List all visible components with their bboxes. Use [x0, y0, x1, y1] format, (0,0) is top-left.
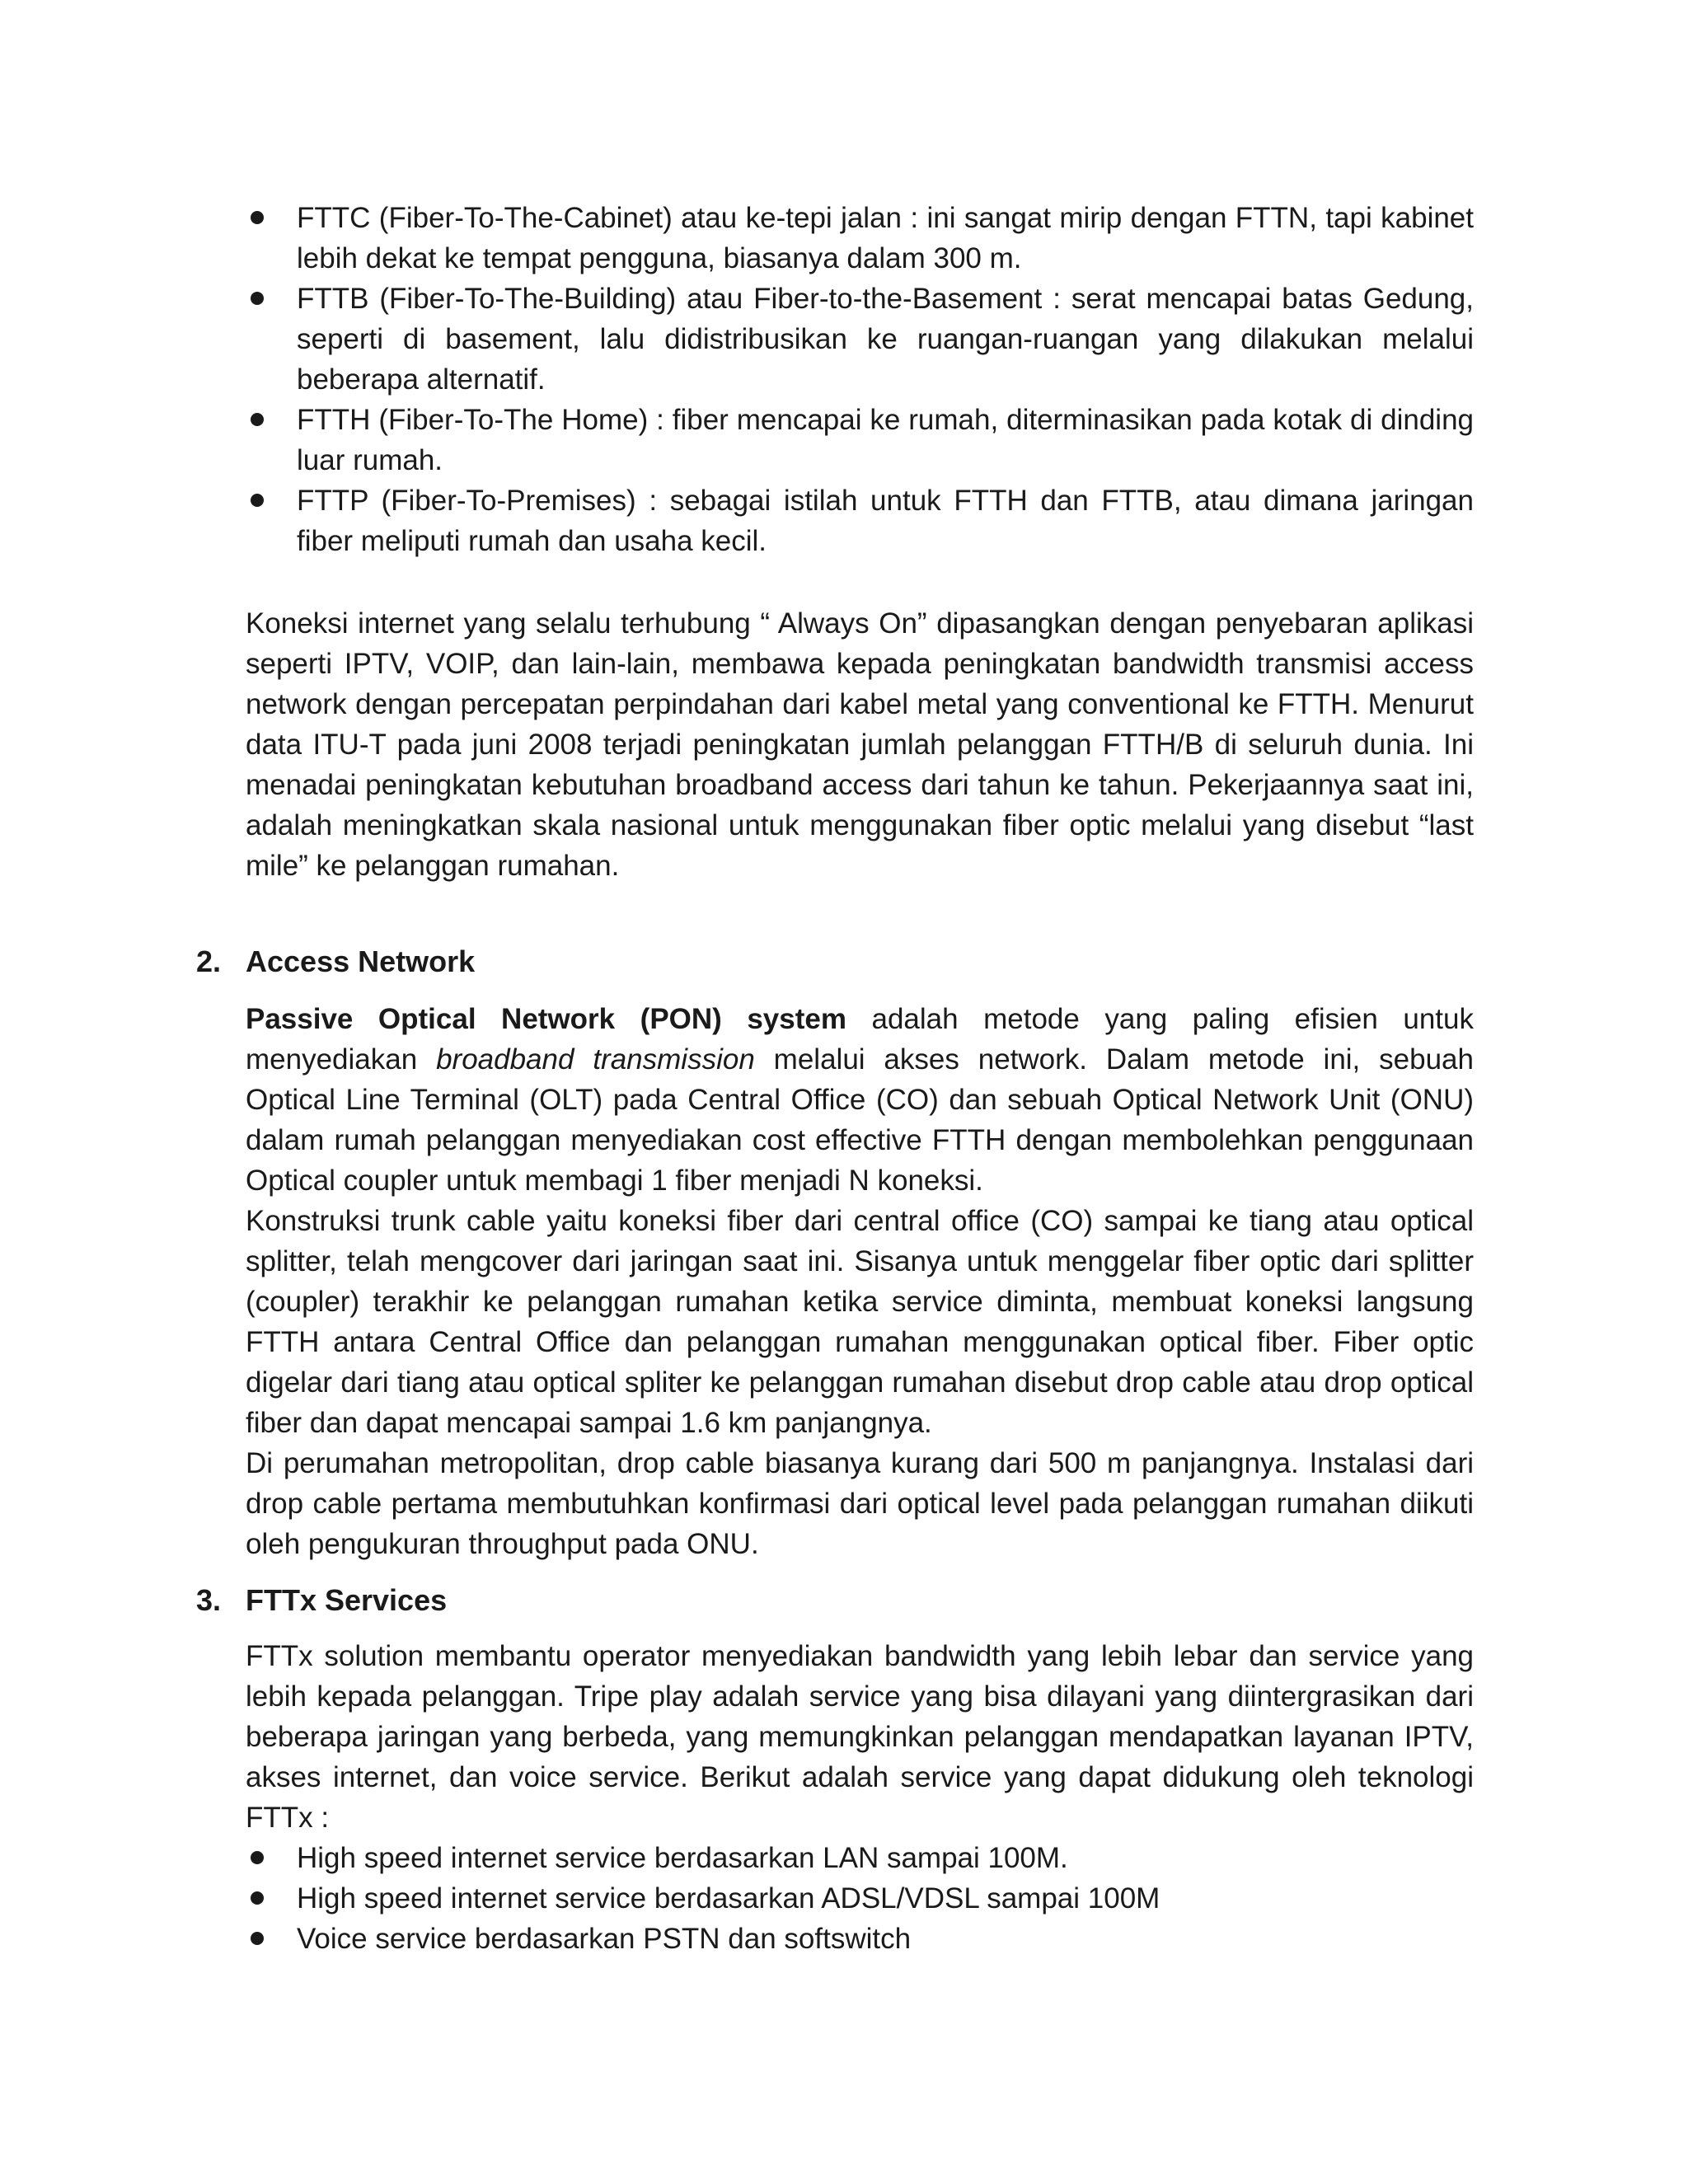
bullet-icon [251, 211, 264, 224]
bold-term: Passive Optical Network (PON) system [246, 1003, 846, 1035]
list-item [246, 1919, 1474, 1959]
bullet-icon [251, 1891, 264, 1905]
bullet-icon [251, 413, 264, 426]
section-title: FTTx Services [246, 1583, 448, 1617]
bullet-icon [251, 292, 264, 305]
bullet-icon [251, 494, 264, 507]
section-number: 2. [196, 944, 222, 978]
list-item-text: High speed internet service berdasarkan LAN sampai 100M. [297, 1842, 1068, 1874]
list-item-text: FTTH (Fiber-To-The Home) : fiber mencapai ke rumah, diterminasikan pada kotak di dinding luar rumah. [297, 404, 1474, 476]
fttx-services-list [246, 1838, 1474, 1959]
section-2-heading [196, 941, 475, 982]
list-item-text: FTTB (Fiber-To-The-Building) atau Fiber-to-the-Basement : serat mencapai batas Gedung, seperti di basement, lalu didistribusikan ke ruangan-ruangan yang dilakukan melalui beberapa alternatif. [297, 283, 1474, 396]
section-2-paragraph-3: Di perumahan metropolitan, drop cable biasanya kurang dari 500 m panjangnya. Instalasi dari drop cable pertama membutuhkan konfirmasi dari optical level pada pelanggan rumahan diikuti oleh pengukuran throughput pada ONU. [246, 1447, 1474, 1560]
list-item [246, 1878, 1474, 1919]
section-title: Access Network [246, 944, 476, 978]
bullet-icon [251, 1932, 264, 1945]
list-item-text: Voice service berdasarkan PSTN dan softswitch [297, 1923, 912, 1955]
list-item [246, 198, 1474, 279]
italic-term: broadband transmission [436, 1043, 755, 1076]
paragraph-text: adalah metode yang paling efisien untuk menyediakan [246, 1003, 1474, 1076]
list-item [246, 480, 1474, 561]
list-item [246, 1838, 1474, 1878]
section-3-paragraph: FTTx solution membantu operator menyediakan bandwidth yang lebih lebar dan service yang lebih kepada pelanggan. Tripe play adalah service yang bisa dilayani yang diintergrasikan dari beberapa jaringan yang berbeda, yang memungkinkan pelanggan mendapatkan layanan IPTV, akses internet, dan voice service. Berikut adalah service yang dapat didukung oleh teknologi FTTx : [246, 1640, 1474, 1834]
section-2-paragraph-1 [246, 999, 1474, 1201]
section-number: 3. [196, 1583, 222, 1617]
section-3-heading [196, 1580, 447, 1620]
list-item-text: FTTP (Fiber-To-Premises) : sebagai istilah untuk FTTH dan FTTB, atau dimana jaringan fiber meliputi rumah dan usaha kecil. [297, 485, 1474, 557]
list-item [246, 400, 1474, 480]
section-2-paragraph-2: Konstruksi trunk cable yaitu koneksi fiber dari central office (CO) sampai ke tiang atau optical splitter, telah mengcover dari jaringan saat ini. Sisanya untuk menggelar fiber optic dari splitter (coupler) terakhir ke pelanggan rumahan ketika service diminta, membuat koneksi langsung FTTH antara Central Office dan pelanggan rumahan menggunakan optical fiber. Fiber optic digelar dari tiang atau optical spliter ke pelanggan rumahan disebut drop cable atau drop optical fiber dan dapat mencapai sampai 1.6 km panjangnya. [246, 1205, 1474, 1439]
list-item [246, 279, 1474, 400]
intro-paragraph: Koneksi internet yang selalu terhubung “ Always On” dipasangkan dengan penyebaran aplikasi seperti IPTV, VOIP, dan lain-lain, membawa kepada peningkatan bandwidth transmisi access network dengan percepatan perpindahan dari kabel metal yang conventional ke FTTH. Menurut data ITU-T pada juni 2008 terjadi peningkatan jumlah pelanggan FTTH/B di seluruh dunia. Ini menadai peningkatan kebutuhan broadband access dari tahun ke tahun. Pekerjaannya saat ini, adalah meningkatkan skala nasional untuk menggunakan fiber optic melalui yang disebut “last mile” ke pelanggan rumahan. [246, 607, 1474, 882]
bullet-icon [251, 1851, 264, 1864]
list-item-text: FTTC (Fiber-To-The-Cabinet) atau ke-tepi jalan : ini sangat mirip dengan FTTN, tapi kabinet lebih dekat ke tempat pengguna, biasanya dalam 300 m. [297, 202, 1474, 274]
fttx-types-list [246, 198, 1474, 561]
list-item-text: High speed internet service berdasarkan ADSL/VDSL sampai 100M [297, 1882, 1160, 1915]
paragraph-text: melalui akses network. Dalam metode ini, sebuah Optical Line Terminal (OLT) pada Central Office (CO) dan sebuah Optical Network Unit (ONU) dalam rumah pelanggan menyediakan cost effective FTTH dengan membolehkan penggunaan Optical coupler untuk membagi 1 fiber menjadi N koneksi. [246, 1043, 1474, 1197]
